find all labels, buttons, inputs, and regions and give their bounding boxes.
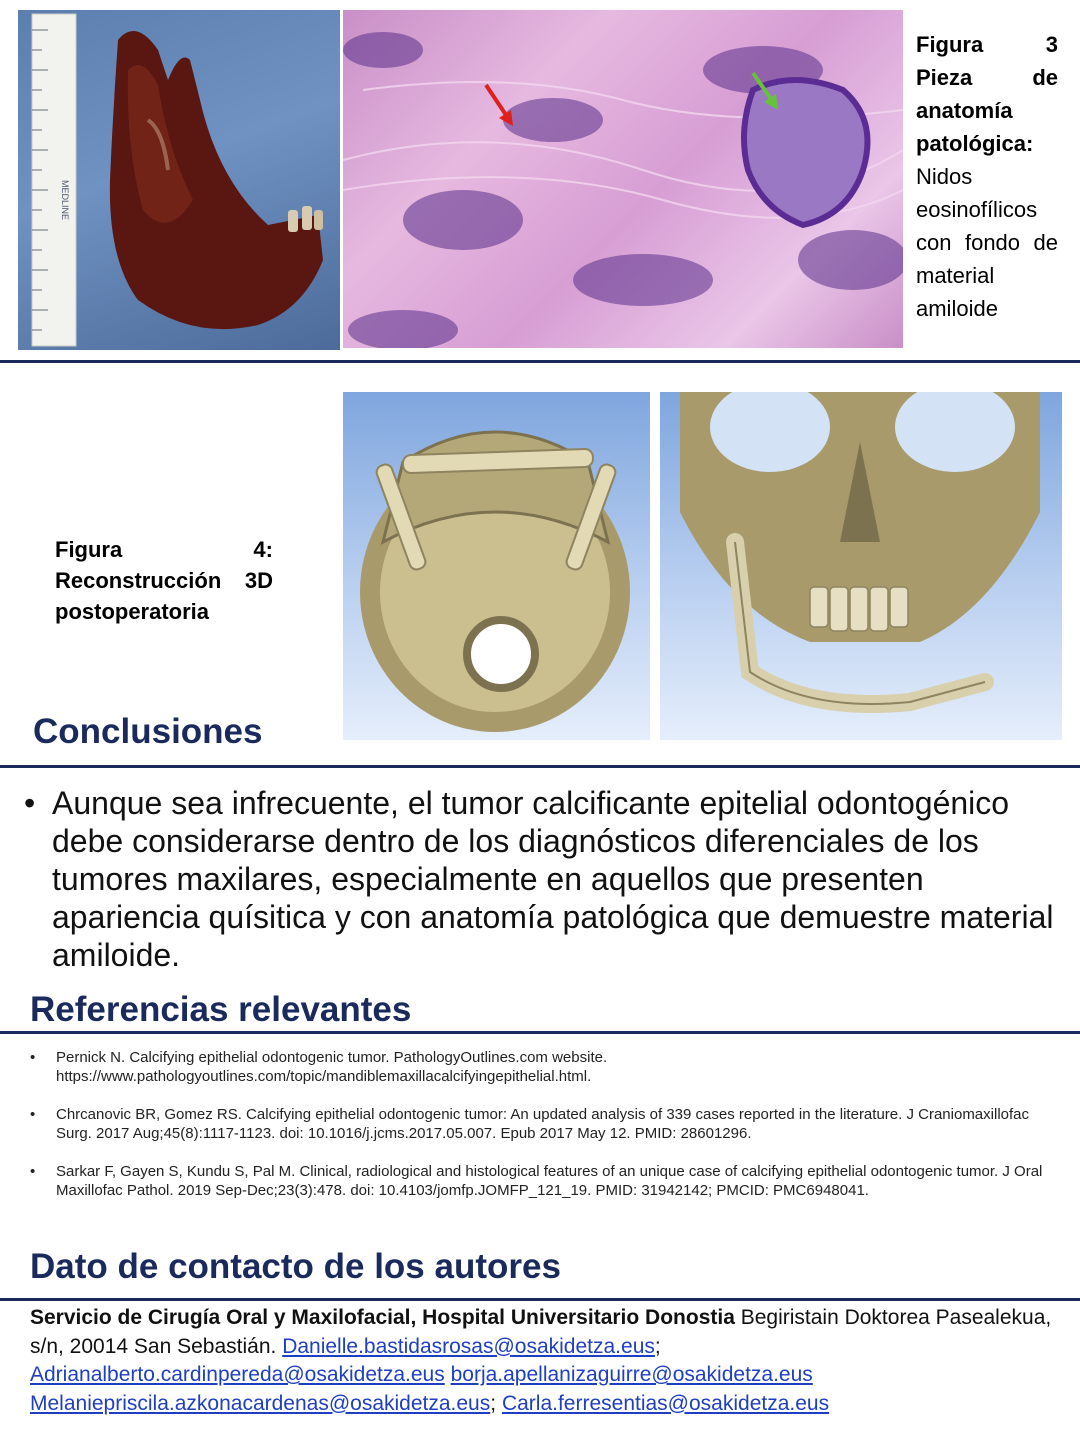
divider — [0, 1031, 1080, 1034]
specimen-illustration — [18, 10, 340, 350]
bullet-icon: • — [30, 1163, 36, 1180]
figure-4-caption: Figura 4: Reconstrucción 3D postoperatoria — [55, 537, 273, 624]
divider — [0, 1298, 1080, 1301]
figure-3-caption — [916, 28, 1058, 325]
contact-block — [30, 1304, 1060, 1418]
bullet-icon: • — [24, 785, 36, 821]
reference-text: Sarkar F, Gayen S, Kundu S, Pal M. Clinical, radiological and histological features of an unique case of calcifying epithelial odontogenic tumor. J Oral Maxillofac Pathol. 2019 Sep-Dec;23(3):478. doi: 10.4103/jomfp.JOMFP_121_19. PMID: 31942142; PMCID: PMC6948041. — [56, 1163, 1043, 1199]
reference-text: Chrcanovic BR, Gomez RS. Calcifying epithelial odontogenic tumor: An updated analysis of 339 cases reported in the literature. J Craniomaxillofac Surg. 2017 Aug;45(8):1117-1123. doi: 10.1016/j.jcms.2017.05.007. Epub 2017 May 12. PMID: 28601296. — [56, 1106, 1030, 1142]
reference-text: Pernick N. Calcifying epithelial odontogenic tumor. PathologyOutlines.com website. https://www.pathologyoutlines.com/topic/mandiblemaxillacalcifyingepithelial.html. — [56, 1049, 608, 1085]
references-list — [30, 1048, 1060, 1219]
reference-item — [30, 1105, 1060, 1143]
bullet-icon: • — [30, 1049, 36, 1066]
ct-frontal-illustration — [660, 392, 1062, 740]
specimen-photo — [18, 10, 340, 350]
divider — [0, 360, 1080, 363]
reference-item — [30, 1162, 1060, 1200]
institution-name: Servicio de Cirugía Oral y Maxilofacial, Hospital Universitario Donostia — [30, 1306, 735, 1329]
figure-3-caption-bold: Figura 3 Pieza de anatomía patológica: — [916, 32, 1058, 156]
amyloid-nest — [744, 80, 868, 225]
separator: ; — [654, 1334, 661, 1358]
ruler-brand: MEDLINE — [60, 180, 70, 221]
contact-heading: Dato de contacto de los autores — [30, 1247, 561, 1286]
references-heading: Referencias relevantes — [30, 990, 412, 1029]
figure-3-caption-text: Nidos eosinofílicos con fondo de material amiloide — [916, 164, 1058, 321]
ct-reconstruction-inferior-view — [343, 392, 650, 740]
email-link-2[interactable]: Adrianalberto.cardinpereda@osakidetza.eus — [30, 1363, 445, 1386]
email-link-4[interactable]: Melaniepriscila.azkonacardenas@osakidetza.eus — [30, 1391, 491, 1415]
reference-item — [30, 1048, 1060, 1086]
conclusions-text: Aunque sea infrecuente, el tumor calcificante epitelial odontogénico debe considerarse dentro de los diagnósticos diferenciales de los tumores maxilares, especialmente en aquellos que presenten apariencia quísitica y con anatomía patológica que demuestre material amiloide. — [52, 785, 1054, 973]
foramen-magnum — [467, 620, 535, 688]
histology-illustration — [343, 10, 903, 348]
email-link-1[interactable]: Danielle.bastidasrosas@osakidetza.eus — [282, 1334, 655, 1358]
divider — [0, 765, 1080, 768]
histology-image — [343, 10, 903, 348]
separator: ; — [490, 1391, 497, 1415]
red-arrow-icon — [486, 85, 508, 118]
conclusions-heading: Conclusiones — [33, 712, 263, 751]
address-text: Begiristain Doktorea Pasealekua, s/n, 20014 San Sebastián. — [30, 1306, 1052, 1358]
email-link-3[interactable]: borja.apellanizaguirre@osakidetza.eus — [450, 1363, 813, 1386]
email-link-5[interactable]: Carla.ferresentias@osakidetza.eus — [501, 1391, 830, 1415]
ct-reconstruction-frontal-view — [660, 392, 1062, 740]
bullet-icon: • — [30, 1106, 36, 1123]
conclusions-text-block — [24, 784, 1054, 974]
ct-inferior-illustration — [343, 392, 650, 740]
